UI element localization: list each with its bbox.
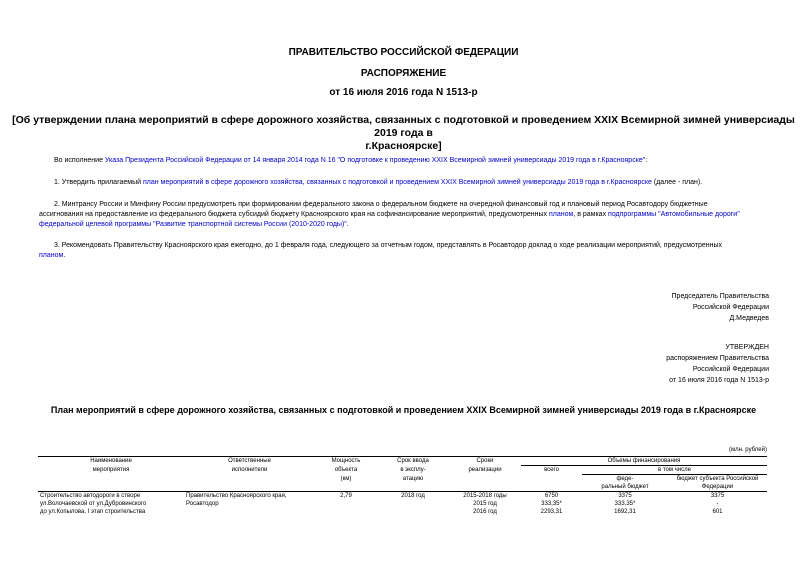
paragraph-3-suffix: . (63, 252, 66, 259)
plan-table (38, 456, 767, 516)
header-period-1: Сроки (449, 457, 521, 466)
row-cap (315, 508, 377, 516)
row-cap: 2,79 (315, 492, 377, 501)
header-total: всего (544, 467, 559, 473)
intro-paragraph (54, 156, 774, 166)
table-row (38, 492, 767, 501)
plan-link-3[interactable]: планом (39, 252, 64, 259)
row-resp: Росавтодор (186, 501, 219, 507)
header-including: в том числе (582, 466, 767, 475)
row-resp: Правительство Красноярского края, (184, 492, 315, 501)
paragraph-2-text: ассигнования на предоставление из федерального бюджета субсидий бюджету Красноярского края на софинансирование мероприятий, предусмотренных (39, 211, 549, 218)
table-row (38, 500, 767, 508)
row-total: 333,35* (541, 501, 562, 507)
header-row-2 (38, 466, 767, 475)
row-commission (377, 508, 449, 516)
header-regional (668, 475, 767, 492)
approved-line2: распоряжением Правительства (666, 355, 769, 362)
row-commission (377, 500, 449, 508)
intro-prefix: Во исполнение (54, 157, 105, 164)
paragraph-3-line1: 3. Рекомендовать Правительству Красноярского края ежегодно, до 1 февраля года, следующего за отчетным годом, представлять в Росавтодор доклад о ходе реализации мероприятий, предусмотренных (54, 242, 723, 249)
paragraph-3 (39, 241, 774, 261)
row-name: ул.Волочаевской от ул.Дубровинского (40, 501, 147, 507)
plan-title: План мероприятий в сфере дорожного хозяйства, связанных с подготовкой и проведением XXIX Всемирной зимней универсиады 2019 года в г.Красноярске (50, 405, 757, 415)
row-federal: 1692,31 (614, 509, 636, 515)
units-note: (млн. рублей) (729, 447, 767, 453)
doc-type-heading: РАСПОРЯЖЕНИЕ (360, 68, 447, 79)
row-federal: 3375 (582, 492, 668, 501)
row-name: Строительство автодороги в створе (38, 492, 184, 501)
paragraph-2-line2 (39, 210, 774, 220)
table-row (38, 508, 767, 516)
signature-line2: Российской Федерации (692, 304, 769, 311)
row-commission: 2018 год (377, 492, 449, 501)
doc-date-heading: от 16 июля 2016 года N 1513-р (329, 87, 478, 98)
header-row-3 (38, 475, 767, 492)
header-regional-2: Федерации (701, 484, 734, 490)
row-period: 2016 год (473, 509, 497, 515)
plan-link-2[interactable]: планом (548, 211, 574, 218)
header-federal-1: феде- (616, 476, 634, 482)
approved-line4: от 16 июля 2016 года N 1513-р (669, 377, 769, 384)
row-period: 2015-2018 годы (449, 492, 521, 501)
paragraph-2-mid: , в рамках (573, 211, 609, 218)
row-total: 2293,31 (540, 509, 563, 515)
doc-title-line2: г.Красноярске] (365, 140, 442, 152)
row-name: до ул.Копылова, I этап строительства (40, 509, 146, 515)
row-period: 2015 год (473, 501, 497, 507)
header-cap-2: объекта (334, 466, 358, 473)
header-resp-2: исполнители (231, 466, 268, 473)
doc-title-line1: [Об утверждении плана мероприятий в сфере дорожного хозяйства, связанных с подготовкой и проведением XXIX Всемирной зимней универсиады 2019 года в (12, 114, 795, 139)
header-commission-3: атацию (402, 475, 424, 482)
signature-line3: Д.Медведев (729, 315, 769, 322)
paragraph-1 (54, 178, 774, 188)
header-period-2: реализации (468, 466, 502, 473)
government-heading: ПРАВИТЕЛЬСТВО РОССИЙСКОЙ ФЕДЕРАЦИИ (288, 47, 519, 58)
header-cap-3: (км) (340, 475, 352, 482)
row-regional: 601 (712, 509, 723, 515)
paragraph-1-suffix: (далее - план). (651, 179, 703, 186)
header-regional-1: бюджет субъекта Российской (676, 476, 759, 482)
decree-link[interactable]: Указа Президента Российской Федерации от 14 января 2014 года N 16 "О подготовке к проведению XXIX Всемирной зимней универсиады 2019 года в г.Красноярске" (104, 157, 646, 164)
header-name-1: Наименование (38, 457, 184, 466)
signature-block (672, 291, 769, 324)
paragraph-2 (39, 200, 774, 230)
doc-title (0, 114, 807, 153)
approved-line1: УТВЕРЖДЕН (725, 344, 769, 351)
approved-block (666, 342, 769, 386)
header-commission-2: в эксплу- (400, 466, 426, 473)
row-regional: 3375 (668, 492, 767, 501)
intro-suffix: : (645, 157, 648, 164)
row-resp (184, 508, 315, 516)
header-row-1 (38, 457, 767, 466)
subprogram-link[interactable]: подпрограммы "Автомобильные дороги" (608, 211, 740, 218)
paragraph-2-line1: 2. Минтрансу России и Минфину России предусмотреть при формировании федерального закона о федеральном бюджете на очередной финансовый год и плановый период Росавтодору бюджетные (54, 201, 708, 208)
header-commission-1: Срок ввода (377, 457, 449, 466)
header-federal-2: ральный бюджет (601, 484, 649, 490)
header-cap-1: Мощность (315, 457, 377, 466)
header-resp-1: Ответственные (184, 457, 315, 466)
row-total: 6750 (521, 492, 582, 501)
approved-line3: Российской Федерации (692, 366, 769, 373)
row-regional: - (716, 501, 719, 507)
paragraph-3-line2 (39, 251, 774, 261)
row-cap (315, 500, 377, 508)
header-name-2: мероприятия (92, 466, 130, 473)
federal-program-link[interactable]: федеральной целевой программы "Развитие транспортной системы России (2010-2020 годы)" (39, 221, 347, 228)
paragraph-1-prefix: 1. Утвердить прилагаемый (54, 179, 143, 186)
plan-link[interactable]: план мероприятий в сфере дорожного хозяйства, связанных с подготовкой и проведением XXIX Всемирной зимней универсиады 2019 года в г.Красноярске (142, 179, 652, 186)
paragraph-2-suffix: . (346, 221, 349, 228)
row-federal: 333,35* (614, 501, 636, 507)
signature-line1: Председатель Правительства (671, 293, 769, 300)
header-federal (582, 475, 668, 492)
header-funding: Объемы финансирования (521, 457, 767, 466)
paragraph-2-line3 (39, 220, 774, 230)
